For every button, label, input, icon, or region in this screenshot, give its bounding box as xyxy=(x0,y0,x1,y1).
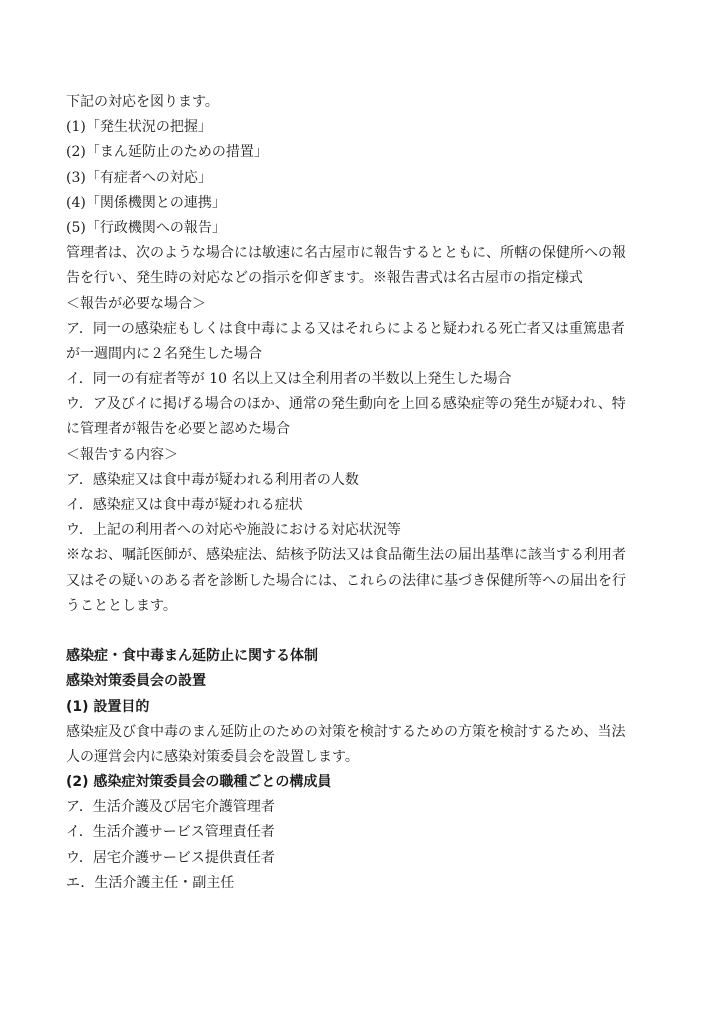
list-item: (2)「まん延防止のための措置」 xyxy=(66,144,268,161)
document-body xyxy=(66,90,666,896)
report-content-heading: ＜報告する内容＞ xyxy=(66,446,178,463)
section-subtitle: 感染対策委員会の設置 xyxy=(66,673,206,690)
note-line: ※なお、嘱託医師が、感染症法、結核予防法又は食品衛生法の届出基準に該当する利用者 xyxy=(66,547,626,564)
note-line: 又はその疑いのある者を診断した場合には、これらの法律に基づき保健所等への届出を行 xyxy=(66,572,626,589)
purpose-heading: (1) 設置目的 xyxy=(66,698,150,715)
member-item: イ．生活介護サービス管理責任者 xyxy=(66,824,275,841)
required-case-a-line: が一週間内に２名発生した場合 xyxy=(66,345,262,362)
purpose-line: 感染症及び食中毒のまん延防止のための対策を検討するための方策を検討するため、当法 xyxy=(66,723,626,740)
required-case-a-line: ア．同一の感染症もしくは食中毒による又はそれらによると疑われる死亡者又は重篤患者 xyxy=(66,320,625,337)
intro-text: 下記の対応を図ります。 xyxy=(66,94,219,110)
report-paragraph-line: 告を行い、発生時の対応などの指示を仰ぎます。※報告書式は名古屋市の指定様式 xyxy=(66,270,583,287)
section-title: 感染症・食中毒まん延防止に関する体制 xyxy=(66,648,318,665)
required-case-b: イ．同一の有症者等が 10 名以上又は全利用者の半数以上発生した場合 xyxy=(66,371,512,388)
list-item: (5)「行政機関への報告」 xyxy=(66,219,226,236)
section-spacer xyxy=(66,619,666,644)
report-content-c: ウ．上記の利用者への対応や施設における対応状況等 xyxy=(66,522,401,539)
members-heading: (2) 感染症対策委員会の職種ごとの構成員 xyxy=(66,774,332,791)
list-item: (3)「有症者への対応」 xyxy=(66,169,212,186)
required-case-c-line: ウ．ア及びイに掲げる場合のほか、通常の発生動向を上回る感染症等の発生が疑われ、特 xyxy=(66,396,626,413)
required-cases-heading: ＜報告が必要な場合＞ xyxy=(66,295,206,312)
note-line: うこととします。 xyxy=(66,597,177,614)
report-paragraph-line: 管理者は、次のような場合には敏速に名古屋市に報告するとともに、所轄の保健所への報 xyxy=(66,245,626,262)
required-case-c-line: に管理者が報告を必要と認めた場合 xyxy=(66,421,290,438)
list-item: (1)「発生状況の把握」 xyxy=(66,119,212,136)
report-content-b: イ．感染症又は食中毒が疑われる症状 xyxy=(66,497,303,513)
purpose-line: 人の運営会内に感染対策委員会を設置します。 xyxy=(66,748,359,765)
member-item: ア．生活介護及び居宅介護管理者 xyxy=(66,799,275,816)
report-content-a: ア．感染症又は食中毒が疑われる利用者の人数 xyxy=(66,471,359,488)
list-item: (4)「関係機関との連携」 xyxy=(66,194,226,211)
member-item: ウ．居宅介護サービス提供責任者 xyxy=(66,849,275,866)
member-item: エ．生活介護主任・副主任 xyxy=(66,874,235,891)
